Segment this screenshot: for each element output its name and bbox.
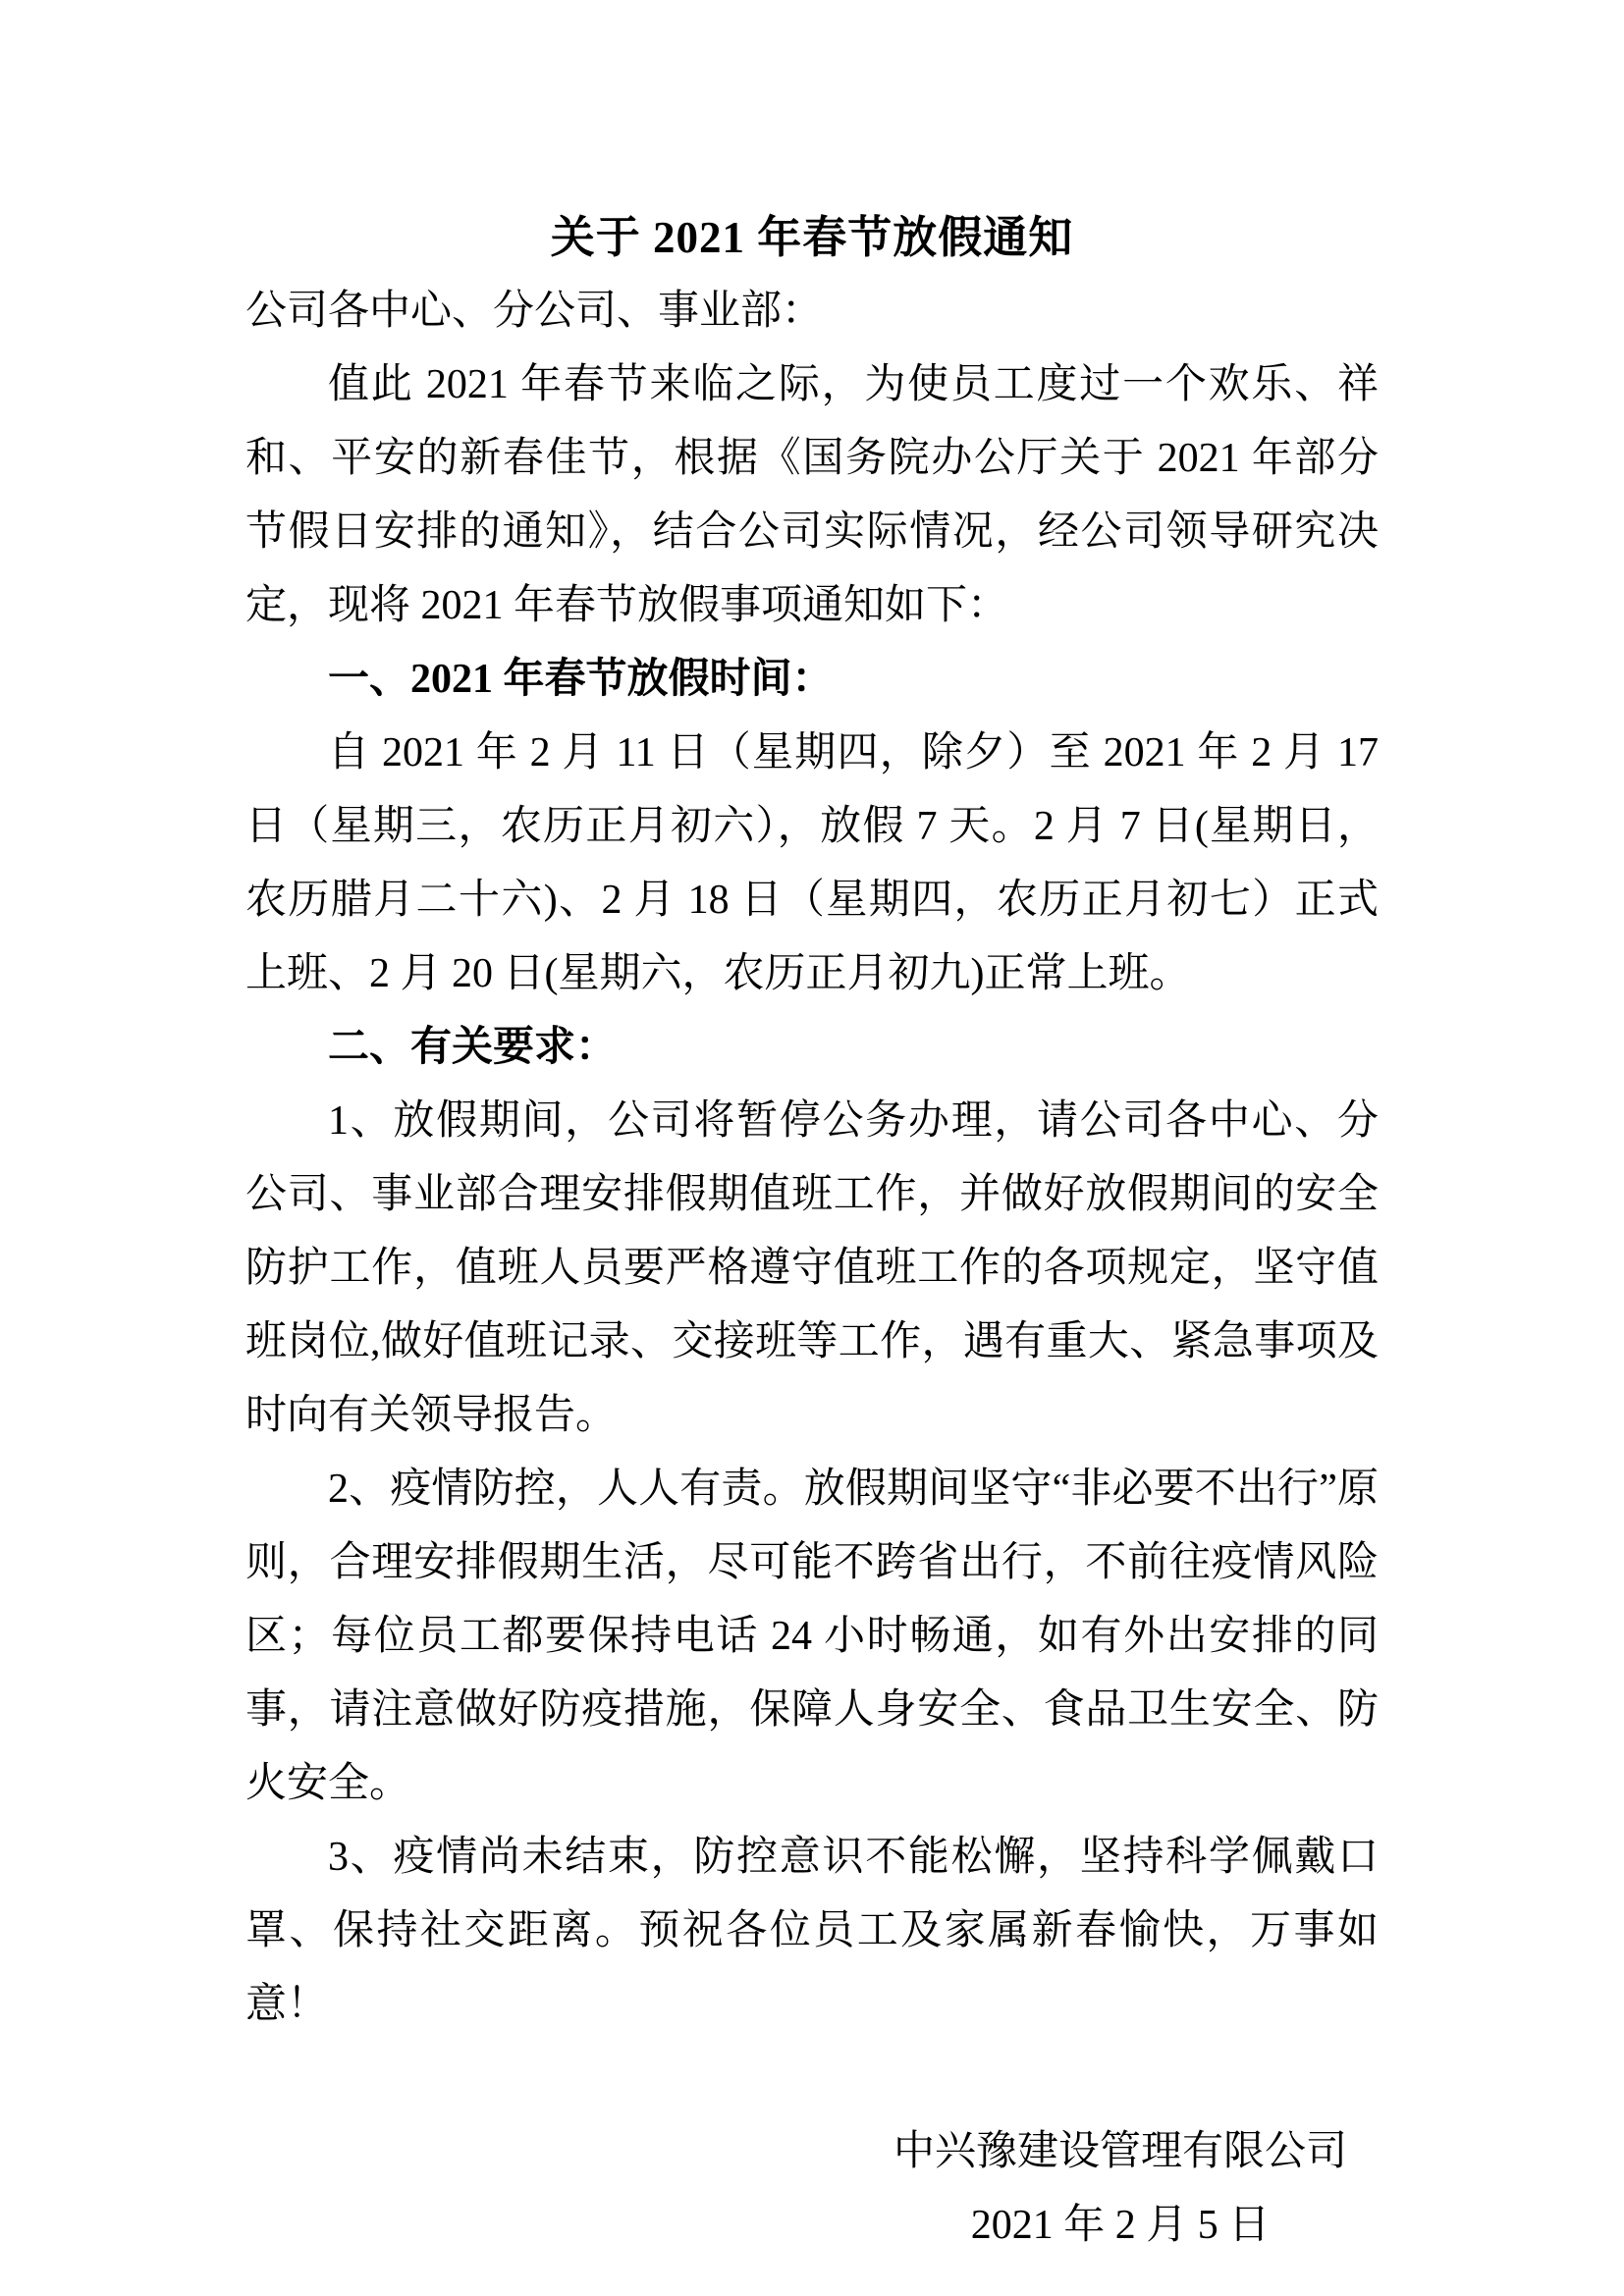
signature-inner bbox=[893, 2115, 1347, 2263]
document-title: 关于 2021 年春节放假通知 bbox=[550, 213, 1074, 262]
signature-company: 中兴豫建设管理有限公司 bbox=[893, 2129, 1347, 2174]
section-2-paragraph-2: 2、疫情防控，人人有责。放假期间坚守“非必要不出行”原则，合理安排假期生活，尽可能不跨省出行，不前往疫情风险区；每位员工都要保持电话 24 小时畅通，如有外出安排的同事，请注意做好防疫措施，保障人身安全、食品卫生安全、防火安全。 bbox=[245, 1467, 1379, 1806]
section-2-paragraph-3: 3、疫情尚未结束，防控意识不能松懈，坚持科学佩戴口罩、保持社交距离。预祝各位员工及家属新春愉快，万事如意！ bbox=[245, 1835, 1379, 2027]
section-2-paragraph-1: 1、放假期间，公司将暂停公务办理，请公司各中心、分公司、事业部合理安排假期值班工作，并做好放假期间的安全防护工作，值班人员要严格遵守值班工作的各项规定，坚守值班岗位,做好值班记录、交接班等工作，遇有重大、紧急事项及时向有关领导报告。 bbox=[245, 1098, 1379, 1438]
signature-block bbox=[245, 2115, 1379, 2263]
section-1-heading: 一、2021 年春节放假时间： bbox=[328, 657, 834, 702]
intro-paragraph: 值此 2021 年春节来临之际，为使员工度过一个欢乐、祥和、平安的新春佳节，根据《国务院办公厅关于 2021 年部分节假日安排的通知》，结合公司实际情况，经公司领导研究决定，现将 2021 年春节放假事项通知如下： bbox=[245, 362, 1379, 628]
section-1-paragraph: 自 2021 年 2 月 11 日（星期四，除夕）至 2021 年 2 月 17 日（星期三，农历正月初六），放假 7 天。2 月 7 日(星期日，农历腊月二十六)、2 月 18 日（星期四，农历正月初七）正式上班、2 月 20 日(星期六，农历正月初九)正常上班。 bbox=[245, 730, 1379, 996]
section-2-heading: 二、有关要求： bbox=[328, 1025, 618, 1070]
signature-date: 2021 年 2 月 5 日 bbox=[970, 2203, 1271, 2248]
salutation-line: 公司各中心、分公司、事业部： bbox=[245, 289, 824, 334]
